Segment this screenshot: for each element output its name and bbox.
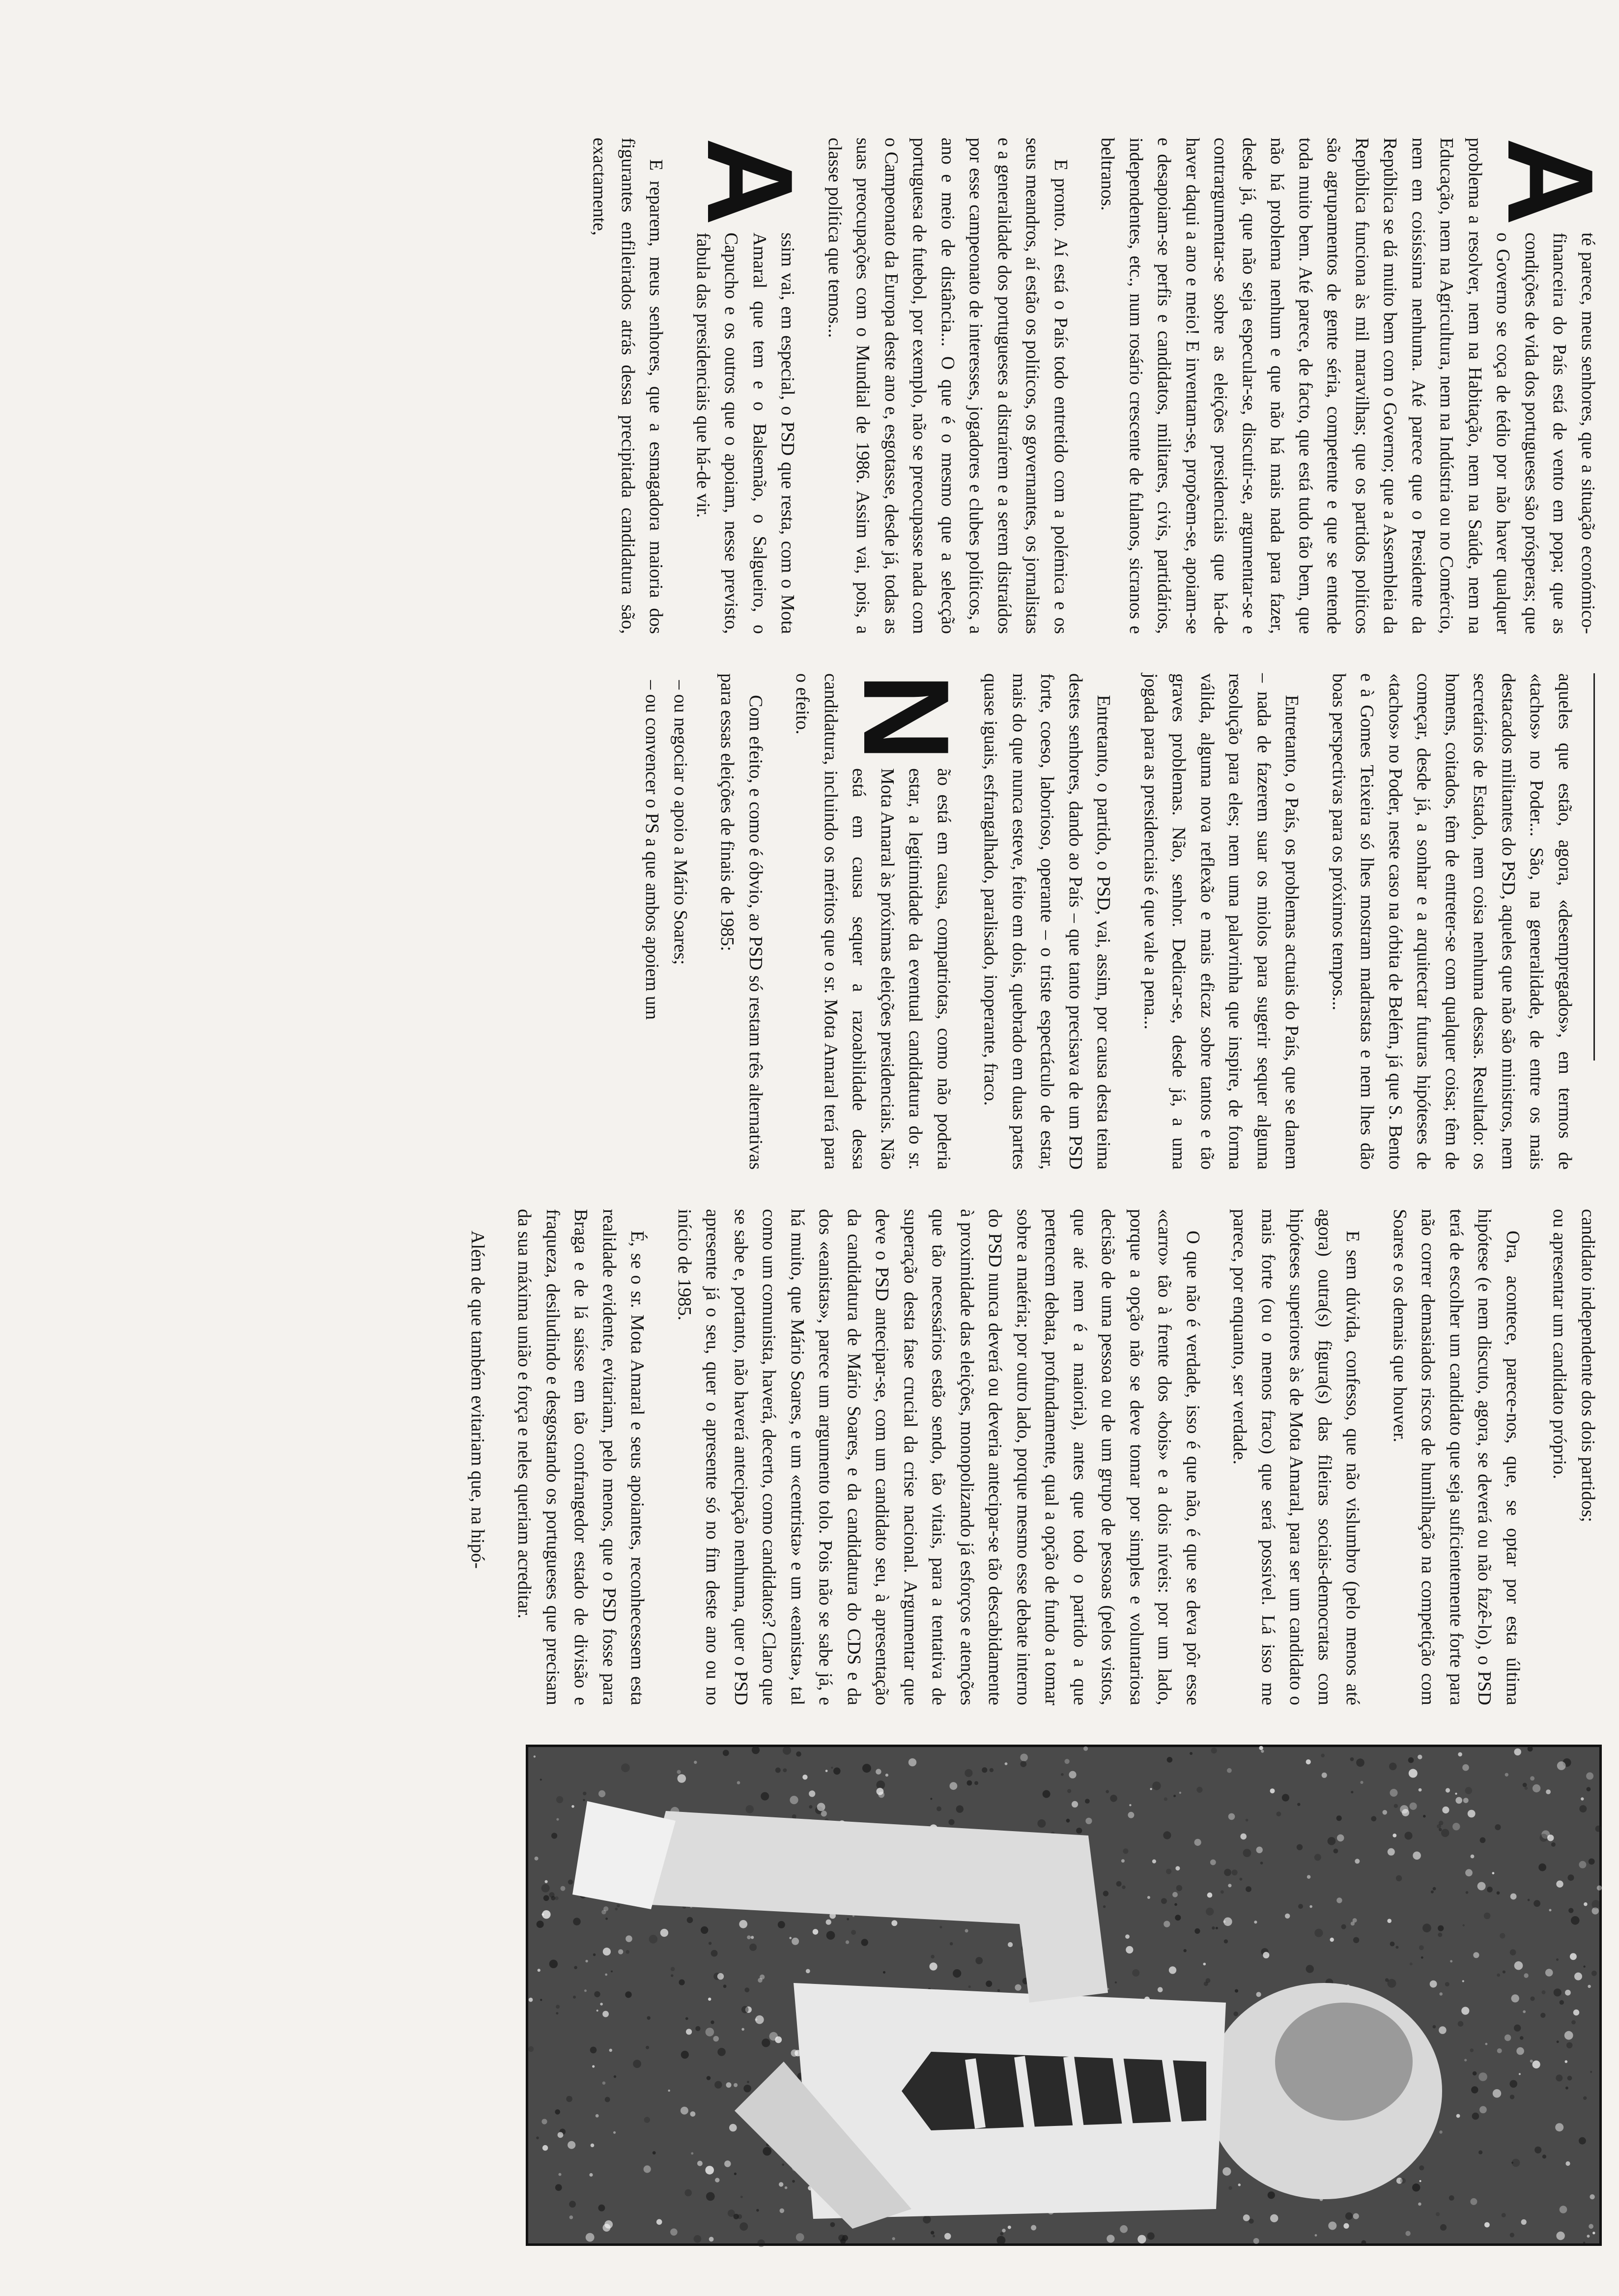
paragraph: É, se o sr. Mota Amaral e seus apoiantes, reconhecessem esta realidade evidente, evitariam, pelo menos, que o PSD fosse para Braga e de lá saísse em tão confrangedor estado de divisão e fraqueza, desiludindo e desgostando os portugueses que precisam da sua máxima união e força e neles queriam acreditar. [514,1209,648,1705]
paragraph: O que não é verdade, isso é que não, é que se deva pôr esse «carro» tão à frente dos «bois» e a dois níveis: por um lado, porque a opção não se deve tomar por simples e voluntariosa decisão de uma pessoa ou de um grupo de pessoas (pelos vistos, que até nem é a maioria), antes que todo o partido a que pertencem debata, profundamente, qual a opção de fundo a tomar sobre a matéria; por outro lado, porque mesmo esse debate interno do PSD nunca deverá ou deveria antecipar-se tão descabidamente à proximidade das eleições, monopolizando já esforços e atenções que tão necessários estão sendo, tão vitais, para a tentativa de superação desta fase crucial da crise nacional. Argumentar que deve o PSD antecipar-se, com um candidato seu, à apresentação da candidatura de Mário Soares, e da candidatura do CDS e da dos «eanistas», parece um argumento tolo. Pois não se sabe já, e há muito, que Mário Soares, e um «centrista» e um «eanista», tal como um comunista, haverá, decerto, como candidatos? Claro que se sabe e, portanto, não haverá antecipação nenhuma, quer o PSD apresente já o seu, quer o apresente só no fim deste ano ou no início de 1985. [674,1209,1203,1705]
list-item: – ou negociar o apoio a Mário Soares; [670,680,691,965]
paragraph: Entretanto, o País, os problemas actuais do País, que se danem – nada de fazerem suar os miolos para sugerir sequer alguma resolução para eles; nem uma palavrinha que inspire, de forma válida, alguma nova reflexão e mais eficaz sobre tantos e tão graves problemas. Não, senhor. Dedicar-se, desde já, a uma jogada para as presidenciais é que vale a pena... [1140,673,1303,1170]
drop-cap: N [838,673,975,762]
paragraph-text: ão está em causa, compatriotas, como não poderia estar, a legitimidade da eventual candidatura do sr. Mota Amaral às próximas eleições presidenciais. Não está em causa sequer a razoabilidade dessa candidatura, incluindo os méritos que o sr. Mota Amaral terá para o efeito. [792,673,954,1170]
paragraph: Ora, acontece, parece-nos, que, se optar por esta última hipótese (e nem discuto, agora, se deverá ou não fazê-lo), o PSD terá de escolher um candidato que seja suficientemente forte para não correr demasiados riscos de humilhação na competição com Soares e os demais que houver. [1390,1209,1523,1705]
paragraph [682,138,819,634]
paragraph: Além de que também evitariam que, na hipó- [467,1231,488,1569]
paragraph: aqueles que estão, agora, «desempregados», em termos de «tachos» no Poder... São, na generalidade, de entre os mais destacados militantes do PSD, aqueles que não são ministros, nem secretários de Estado, nem coisa nenhuma dessas. Resultado: os homens, coitados, têm de entreter-se com qualquer coisa; têm de começar, desde já, a sonhar e a arquitectar futuras hipóteses de «tachos» no Poder, neste caso na órbita de Belém, já que S. Bento e à Gomes Teixeira só lhes mostram madrastas e nem lhes dão boas perspectivas para os próximos tempos... [1329,673,1575,1170]
paragraph-text: té parece, meus senhores, que a situação económico-financeira do País está de vento em popa; que as condições de vida dos portugueses são prósperas; que o Governo se coça de tédio por não haver qualquer problema a resolver, nem na Habitação, nem na Saúde, nem na Educação, nem na Agricultura, nem na Indústria ou no Comércio, nem em coisíssima nenhuma. Até parece que o Presidente da República se dá muito bem com o Governo; que a Assembleia da República funciona às mil maravilhas; que os partidos políticos são agrupamentos de gente séria, competente e que se entende toda muito bem. Até parece, de facto, que está tudo tão bem, que não há problema nenhum e que não há mais nada para fazer, desde já, que não seja especular-se, discutir-se, argumentar-se e contrargumentar-se sobre as eleições presidenciais que há-de haver daqui a ano e meio! E inventam-se, propõem-se, apoiam-se e desapoiam-se perfis e candidatos, militares, civis, partidários, independentes, etc., num rosário crescente de fulanos, sicranos e beltranos. [1097,138,1598,634]
paragraph [1093,138,1619,634]
paragraph [788,673,975,1170]
paragraph: E sem dúvida, confesso, que não vislumbro (pelo menos até agora) outra(s) figura(s) das fileiras sociais-democratas com hipóteses superiores às de Mota Amaral, para ser um candidato o mais forte (ou o menos fraco) que será possível. Lá isso me parece, por enquanto, ser verdade. [1229,1209,1363,1705]
column-rule [1593,673,1595,1061]
paragraph: Entretanto, o partido, o PSD, vai, assim, por causa desta teima destes senhores, dando ao País – que tanto precisava de um PSD forte, coeso, laborioso, operante – o triste espectáculo de estar, mais do que nunca esteve, feito em dois, quebrado em duas partes quase iguais, esfrangalhado, paralisado, inoperante, fraco. [980,673,1114,1170]
list-item: – ou convencer o PS a que ambos apoiem um [642,680,663,1020]
article-column-3 [157,1209,1602,1705]
newspaper-clipping [157,138,1619,2246]
article-column-2 [157,673,1602,1170]
paragraph: E pronto. Aí está o País todo entretido com a polémica e os seus meandros, aí estão os políticos, os governantes, os jornalistas e a generalidade dos portugueses a distraírem e a serem distraídos por esse campeonato de interesses, jogadores e clubes políticos, a ano e meio de distância... O que é o mesmo que a selecção portuguesa de futebol, por exemplo, não se preocupasse nada com o Campeonato da Europa deste ano e, esgotasse, desde já, todas as suas preocupações com o Mundial de 1986. Assim vai, pois, a classe política que temos... [824,138,1071,634]
drop-cap: A [682,138,819,226]
paragraph-text: ssim vai, em especial, o PSD que resta, com o Mota Amaral que tem e o Balsemão, o Salgueiro, o Capucho e os outros que o apoiam, nesse previsto, fabula das presidenciais que há-de vir. [693,232,798,634]
portrait-photo [526,1745,1602,2246]
paragraph: E reparem, meus senhores, que a esmagadora maioria dos figurantes enfileirados atrás dessa precipitada candidatura são, exactamente, [589,138,667,634]
article-column-1 [157,138,1619,634]
portrait-image [528,1747,1599,2243]
paragraph: candidato independente dos dois partidos; [1578,1209,1598,1522]
paragraph: ou apresentar um candidato próprio. [1549,1209,1570,1479]
paragraph: Com efeito, e como é óbvio, ao PSD só restam três alternativas para essas eleições de finais de 1985: [717,673,766,1170]
drop-cap: A [1482,138,1619,226]
